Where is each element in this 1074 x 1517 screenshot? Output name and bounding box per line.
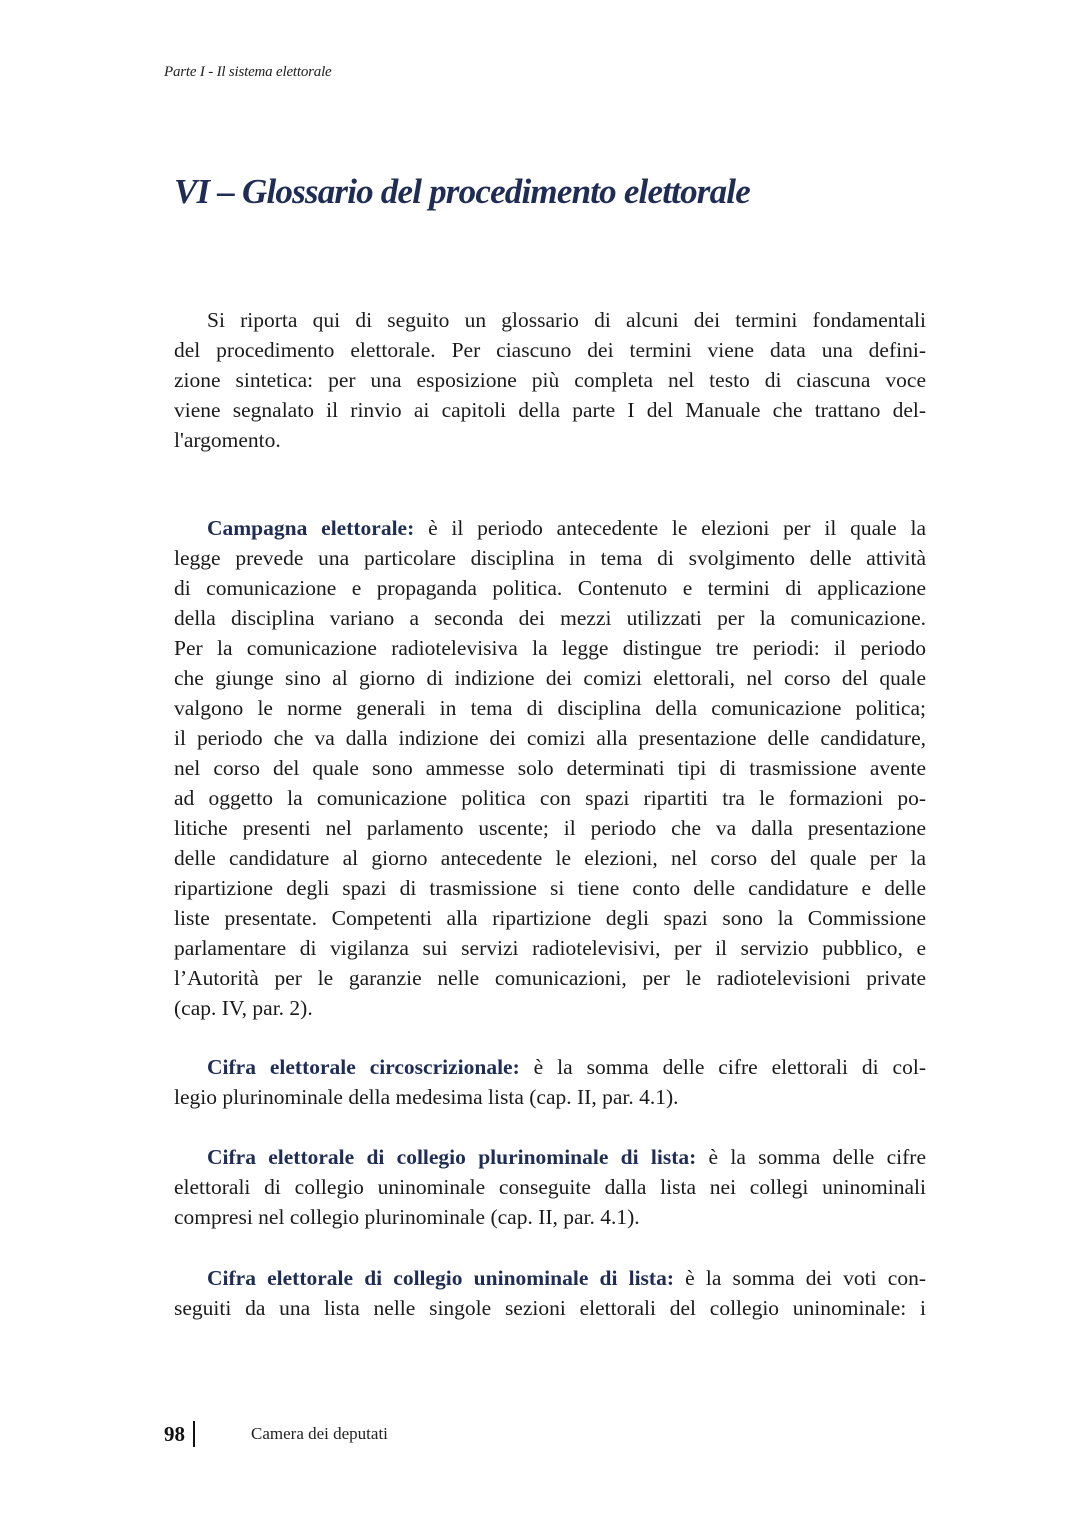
- chapter-title: VI – Glossario del procedimento elettorale: [174, 172, 750, 211]
- text-line: legge prevede una particolare disciplina in tema di svolgimento delle attività: [174, 546, 926, 570]
- text-line: il periodo che va dalla indizione dei comizi alla presentazione delle candidature,: [174, 726, 926, 750]
- text-line: valgono le norme generali in tema di disciplina della comunicazione politica;: [174, 696, 926, 720]
- text-line: legio plurinominale della medesima lista (cap. II, par. 4.1).: [174, 1085, 679, 1109]
- text-line: [174, 513, 926, 543]
- definition-text: è il periodo antecedente le elezioni per il quale la: [414, 516, 926, 540]
- text-line: [174, 1142, 926, 1172]
- page-footer: [164, 1421, 388, 1447]
- text-line: [174, 1263, 926, 1293]
- glossary-entry-cifra-circoscrizionale: [174, 1052, 926, 1112]
- text-line: delle candidature al giorno antecedente le elezioni, nel corso del quale per la: [174, 846, 926, 870]
- text-line: ad oggetto la comunicazione politica con spazi ripartiti tra le formazioni po-: [174, 786, 926, 810]
- text-line: nel corso del quale sono ammesse solo determinati tipi di trasmissione avente: [174, 756, 926, 780]
- footer-divider: [193, 1421, 195, 1447]
- glossary-entry-campagna-elettorale: [174, 513, 926, 1023]
- text-line: parlamentare di vigilanza sui servizi radiotelevisivi, per il servizio pubblico, e: [174, 936, 926, 960]
- glossary-term: Cifra elettorale circoscrizionale:: [207, 1055, 520, 1079]
- text-line: ripartizione degli spazi di trasmissione si tiene conto delle candidature e delle: [174, 876, 926, 900]
- intro-paragraph: [174, 305, 926, 455]
- text-line: compresi nel collegio plurinominale (cap. II, par. 4.1).: [174, 1205, 640, 1229]
- text-line: elettorali di collegio uninominale conseguite dalla lista nei collegi uninominali: [174, 1175, 926, 1199]
- text-line: viene segnalato il rinvio ai capitoli della parte I del Manuale che trattano del-: [174, 398, 926, 422]
- definition-text: è la somma dei voti con-: [674, 1266, 926, 1290]
- publisher-name: Camera dei deputati: [251, 1424, 388, 1443]
- glossary-entry-cifra-collegio-uninominale: [174, 1263, 926, 1323]
- text-line: l'argomento.: [174, 428, 281, 452]
- text-line: Si riporta qui di seguito un glossario di alcuni dei termini fondamentali: [207, 308, 926, 332]
- definition-text: è la somma delle cifre: [696, 1145, 926, 1169]
- text-line: [174, 1052, 926, 1082]
- text-line: seguiti da una lista nelle singole sezioni elettorali del collegio uninominale: i: [174, 1296, 926, 1320]
- glossary-term: Campagna elettorale:: [207, 516, 415, 540]
- text-line: l’Autorità per le garanzie nelle comunicazioni, per le radiotelevisioni private: [174, 966, 926, 990]
- text-line: di comunicazione e propaganda politica. Contenuto e termini di applicazione: [174, 576, 926, 600]
- text-line: della disciplina variano a seconda dei mezzi utilizzati per la comunicazione.: [174, 606, 926, 630]
- definition-text: è la somma delle cifre elettorali di col-: [519, 1055, 926, 1079]
- text-line: Per la comunicazione radiotelevisiva la legge distingue tre periodi: il periodo: [174, 636, 926, 660]
- glossary-term: Cifra elettorale di collegio uninominale di lista:: [207, 1266, 674, 1290]
- text-line: liste presentate. Competenti alla ripartizione degli spazi sono la Commissione: [174, 906, 926, 930]
- text-line: che giunge sino al giorno di indizione dei comizi elettorali, nel corso del quale: [174, 666, 926, 690]
- text-line: litiche presenti nel parlamento uscente; il periodo che va dalla presentazione: [174, 816, 926, 840]
- running-head: Parte I - Il sistema elettorale: [164, 64, 332, 80]
- page-number: 98: [164, 1421, 185, 1446]
- text-line: del procedimento elettorale. Per ciascuno dei termini viene data una defini-: [174, 338, 926, 362]
- text-line: (cap. IV, par. 2).: [174, 996, 313, 1020]
- text-line: zione sintetica: per una esposizione più completa nel testo di ciascuna voce: [174, 368, 926, 392]
- glossary-term: Cifra elettorale di collegio plurinominale di lista:: [207, 1145, 697, 1169]
- glossary-entry-cifra-collegio-plurinominale: [174, 1142, 926, 1232]
